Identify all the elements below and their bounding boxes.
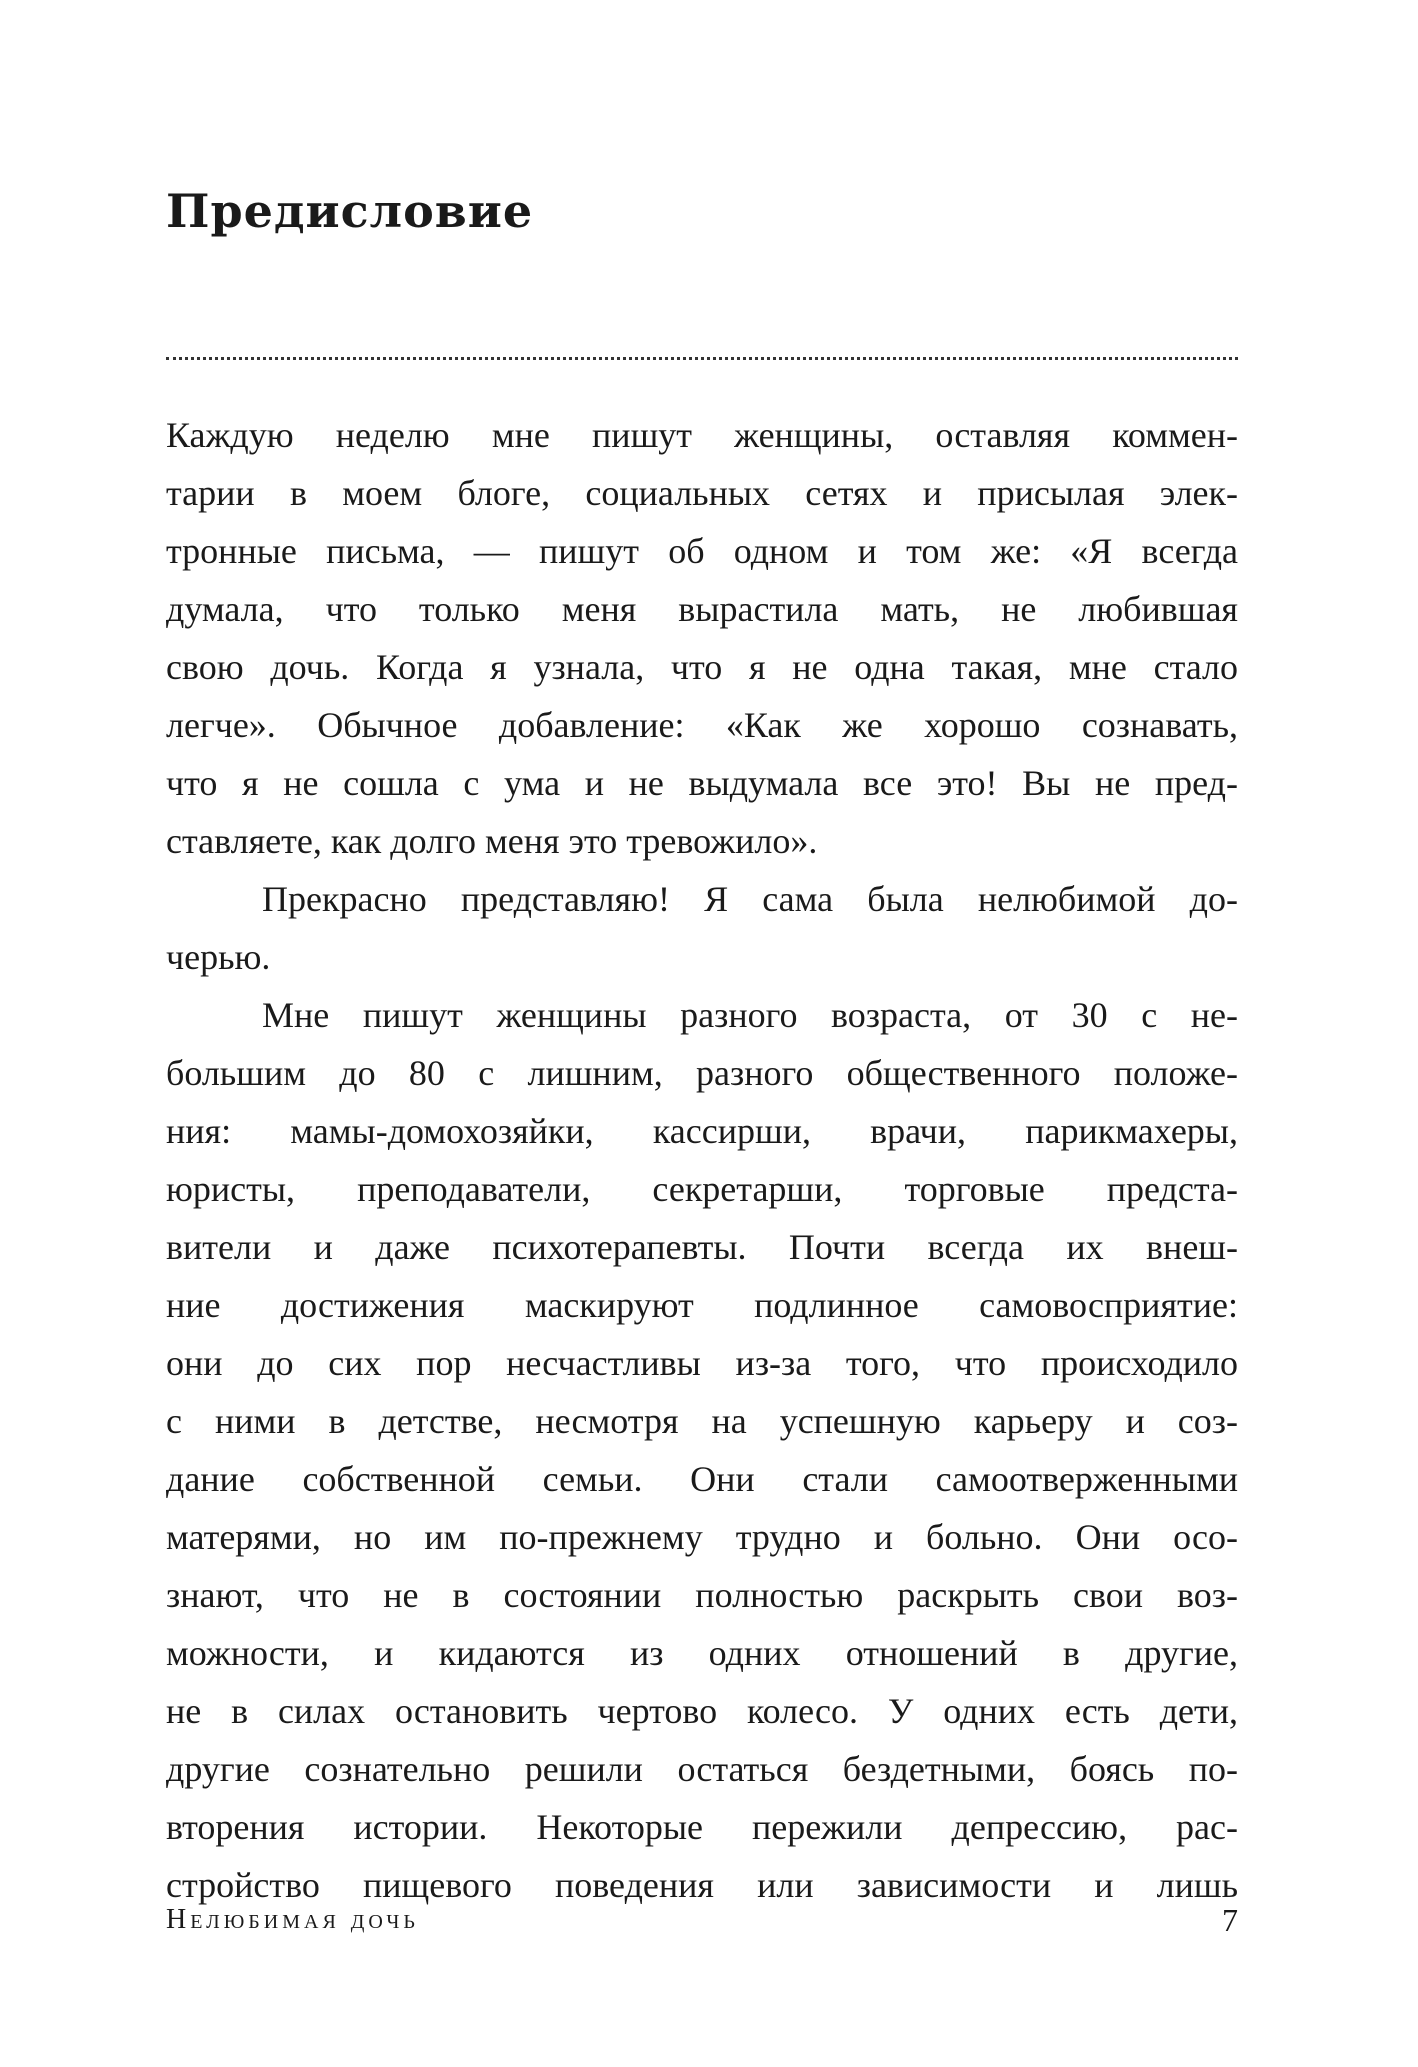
text-line: большим до 80 с лишним, разного общественного положе- xyxy=(166,1053,1238,1093)
text-line: свою дочь. Когда я узнала, что я не одна такая, мне стало xyxy=(166,647,1238,687)
page-title: Предисловие xyxy=(166,184,534,238)
text-line: дание собственной семьи. Они стали самоотверженными xyxy=(166,1459,1238,1499)
text-line: черью. xyxy=(166,937,271,977)
text-line: думала, что только меня вырастила мать, не любившая xyxy=(166,589,1238,629)
text-line: ние достижения маскируют подлинное самовосприятие: xyxy=(166,1285,1238,1325)
text-line: не в силах остановить чертово колесо. У одних есть дети, xyxy=(166,1691,1238,1731)
page-number: 7 xyxy=(1222,1902,1238,1938)
text-line: тронные письма, — пишут об одном и том же: «Я всегда xyxy=(166,531,1238,571)
dotted-divider xyxy=(166,357,1238,360)
text-line: вители и даже психотерапевты. Почти всегда их внеш- xyxy=(166,1227,1238,1267)
text-line: другие сознательно решили остаться бездетными, боясь по- xyxy=(166,1749,1238,1789)
text-line: вторения истории. Некоторые пережили депрессию, рас- xyxy=(166,1807,1238,1847)
text-line: они до сих пор несчастливы из-за того, что происходило xyxy=(166,1343,1238,1383)
text-line: ставляете, как долго меня это тревожило». xyxy=(166,821,818,861)
text-line: тарии в моем блоге, социальных сетях и присылая элек- xyxy=(166,473,1238,513)
text-line: можности, и кидаются из одних отношений в другие, xyxy=(166,1633,1238,1673)
text-line: знают, что не в состоянии полностью раскрыть свои воз- xyxy=(166,1575,1238,1615)
body-text xyxy=(166,406,1238,1914)
text-line: Прекрасно представляю! Я сама была нелюбимой до- xyxy=(262,879,1238,919)
text-line: юристы, преподаватели, секретарши, торговые предста- xyxy=(166,1169,1238,1209)
text-line: стройство пищевого поведения или зависимости и лишь xyxy=(166,1865,1238,1905)
text-line: с ними в детстве, несмотря на успешную карьеру и соз- xyxy=(166,1401,1238,1441)
text-line: Мне пишут женщины разного возраста, от 30 с не- xyxy=(262,995,1238,1035)
text-line: ния: мамы-домохозяйки, кассирши, врачи, парикмахеры, xyxy=(166,1111,1238,1151)
text-line: легче». Обычное добавление: «Как же хорошо сознавать, xyxy=(166,705,1238,745)
text-line: что я не сошла с ума и не выдумала все это! Вы не пред- xyxy=(166,763,1238,803)
text-line: матерями, но им по-прежнему трудно и больно. Они осо- xyxy=(166,1517,1238,1557)
running-footer-book-title: Нелюбимая дочь xyxy=(166,1904,419,1935)
text-line: Каждую неделю мне пишут женщины, оставляя коммен- xyxy=(166,415,1238,455)
